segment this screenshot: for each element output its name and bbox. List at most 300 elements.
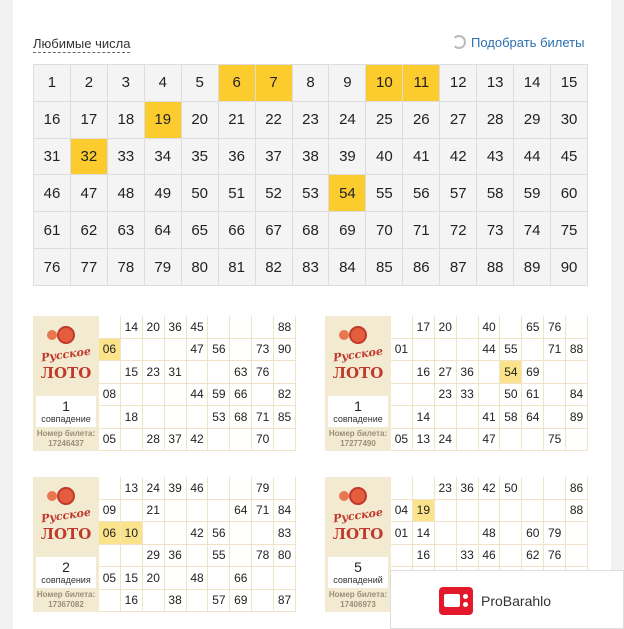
ticket-cell [187,545,209,568]
number-cell[interactable]: 38 [293,139,330,176]
ticket-row [391,316,588,339]
number-cell[interactable]: 29 [514,102,551,139]
number-cell[interactable]: 74 [514,212,551,249]
ticket-cell: 42 [479,477,501,500]
ticket-number: 17367082 [48,600,84,609]
ticket-number-label: Номер билета: [328,429,388,438]
ticket-cell: 47 [187,339,209,362]
ticket-cell: 66 [230,567,252,590]
ticket-cell [413,477,435,500]
ticket-cell [208,429,230,452]
ticket-cell [143,590,165,613]
ticket-row [391,339,588,362]
number-cell[interactable]: 80 [182,249,219,286]
ticket-cell: 16 [413,361,435,384]
ticket-cell: 37 [165,429,187,452]
ticket-cell [500,522,522,545]
matches-count: 2 [62,559,70,575]
ticket-cell [435,522,457,545]
ticket-cell [274,361,296,384]
number-cell[interactable]: 23 [293,102,330,139]
ticket-number: 17277490 [340,439,376,448]
matches-box [328,557,388,588]
number-cell[interactable]: 81 [219,249,256,286]
ticket-cell [457,429,479,452]
ticket-cell [544,477,566,500]
number-cell[interactable]: 66 [219,212,256,249]
number-cell[interactable]: 25 [366,102,403,139]
ticket-cell [566,316,588,339]
number-cell[interactable]: 56 [403,175,440,212]
ticket-number-label: Номер билета: [36,429,96,438]
number-cell[interactable]: 21 [219,102,256,139]
ticket-cell: 27 [435,361,457,384]
number-cell[interactable]: 2 [71,65,108,102]
number-cell[interactable]: 78 [108,249,145,286]
number-cell[interactable]: 7 [256,65,293,102]
ticket-cell: 84 [274,500,296,523]
ticket-cell: 42 [187,429,209,452]
ticket-cell [121,339,143,362]
number-cell[interactable]: 49 [145,175,182,212]
ticket-cell [165,384,187,407]
matches-box [328,396,388,427]
ticket-cell: 71 [252,500,274,523]
number-cell[interactable]: 88 [477,249,514,286]
ticket-row [99,522,296,545]
ticket-cell [391,545,413,568]
ticket-cell: 20 [143,316,165,339]
number-cell[interactable]: 18 [108,102,145,139]
ticket-cell [522,339,544,362]
logo-line2: ЛОТО [332,364,384,382]
logo-line2: ЛОТО [40,364,92,382]
ticket-cell [544,406,566,429]
ticket-cell [99,545,121,568]
ticket-cell: 48 [187,567,209,590]
ticket-cell [544,500,566,523]
ticket-cell: 54 [500,361,522,384]
number-cell[interactable]: 59 [514,175,551,212]
number-cell[interactable]: 52 [256,175,293,212]
logo-line1: Русское [40,344,92,365]
ticket-cell [391,384,413,407]
number-cell[interactable]: 39 [329,139,366,176]
number-cell[interactable]: 8 [293,65,330,102]
number-cell[interactable]: 30 [551,102,588,139]
number-cell[interactable]: 73 [477,212,514,249]
ticket-cell: 14 [413,522,435,545]
ticket-card[interactable] [33,316,296,451]
number-cell[interactable]: 1 [34,65,71,102]
ticket-cell [99,590,121,613]
number-cell[interactable]: 62 [71,212,108,249]
ticket-cell: 36 [457,477,479,500]
ticket-cell: 61 [522,384,544,407]
favorite-numbers-title[interactable]: Любимые числа [33,36,131,51]
ticket-cell [230,545,252,568]
ticket-row [99,339,296,362]
ticket-cell: 59 [208,384,230,407]
ticket-cell: 23 [435,384,457,407]
ticket-row [391,361,588,384]
ticket-cell: 50 [500,477,522,500]
number-cell[interactable]: 40 [366,139,403,176]
number-cell[interactable]: 6 [219,65,256,102]
ticket-cell [230,429,252,452]
number-cell[interactable]: 71 [403,212,440,249]
ticket-row [99,477,296,500]
ticket-cell [479,500,501,523]
ticket-row [391,545,588,568]
ticket-cell [230,522,252,545]
number-cell[interactable]: 9 [329,65,366,102]
logo-line2: ЛОТО [40,525,92,543]
ticket-cell [566,361,588,384]
number-cell[interactable]: 35 [182,139,219,176]
ticket-cell: 01 [391,522,413,545]
logo-line1: Русское [332,344,384,365]
number-cell[interactable]: 72 [440,212,477,249]
ticket-cell: 63 [230,361,252,384]
number-cell[interactable]: 48 [108,175,145,212]
ticket-cell: 06 [99,339,121,362]
ticket-cell: 90 [274,339,296,362]
ticket-cell: 16 [413,545,435,568]
ticket-cell: 68 [230,406,252,429]
number-cell[interactable]: 13 [477,65,514,102]
ticket-info [325,477,391,612]
ticket-cell: 53 [208,406,230,429]
ticket-cell [522,429,544,452]
ticket-cell [121,384,143,407]
ticket-grid [391,316,588,451]
ticket-cell: 10 [121,522,143,545]
ticket-cell: 20 [435,316,457,339]
number-cell[interactable]: 27 [440,102,477,139]
watermark-brand: ProBarahlo [481,593,552,609]
number-cell[interactable]: 79 [145,249,182,286]
number-cell[interactable]: 77 [71,249,108,286]
ticket-cell [165,522,187,545]
ticket-grid [99,477,296,612]
ticket-cell: 33 [457,384,479,407]
number-cell[interactable]: 55 [366,175,403,212]
matches-box [36,396,96,427]
ticket-number: 17406973 [340,600,376,609]
ticket-cell [413,339,435,362]
number-cell[interactable]: 65 [182,212,219,249]
ticket-cell [274,429,296,452]
ticket-cell: 83 [274,522,296,545]
ticket-row [391,522,588,545]
ticket-grid [99,316,296,451]
ticket-cell [391,316,413,339]
ticket-cell: 79 [544,522,566,545]
ticket-number: 17246437 [48,439,84,448]
ticket-cell: 55 [208,545,230,568]
ticket-row [99,545,296,568]
refresh-icon [452,35,466,49]
ticket-cell: 46 [479,545,501,568]
ticket-cell [274,477,296,500]
number-cell[interactable]: 44 [514,139,551,176]
ticket-cell: 42 [187,522,209,545]
number-cell[interactable]: 45 [551,139,588,176]
ticket-cell: 36 [165,545,187,568]
ticket-row [99,406,296,429]
ticket-cell: 04 [391,500,413,523]
number-cell[interactable]: 32 [71,139,108,176]
ticket-cell: 76 [544,545,566,568]
number-cell[interactable]: 70 [366,212,403,249]
ticket-cell [252,384,274,407]
ticket-cell: 20 [143,567,165,590]
number-cell[interactable]: 20 [182,102,219,139]
ticket-cell: 23 [435,477,457,500]
ticket-cell: 50 [500,384,522,407]
matches-word: совпадения [41,575,91,585]
number-cell[interactable]: 10 [366,65,403,102]
number-cell[interactable]: 42 [440,139,477,176]
number-cell[interactable]: 89 [514,249,551,286]
number-cell[interactable]: 86 [403,249,440,286]
ticket-cell: 47 [479,429,501,452]
ticket-cell: 36 [165,316,187,339]
ticket-cell: 69 [230,590,252,613]
ticket-cell: 44 [187,384,209,407]
ticket-info [33,316,99,451]
matches-count: 5 [354,559,362,575]
ticket-cell: 13 [121,477,143,500]
ticket-cell: 60 [522,522,544,545]
matches-word: совпадение [333,414,383,424]
ticket-number-label: Номер билета: [36,590,96,599]
russkoe-loto-logo [331,483,385,559]
ticket-cell [457,406,479,429]
ticket-cell: 65 [522,316,544,339]
ticket-cell [479,361,501,384]
ticket-cell: 21 [143,500,165,523]
number-cell[interactable]: 4 [145,65,182,102]
ticket-cell [435,406,457,429]
ticket-cell: 64 [230,500,252,523]
ticket-cell: 76 [252,361,274,384]
number-cell[interactable]: 85 [366,249,403,286]
number-cell[interactable]: 46 [34,175,71,212]
ticket-cell: 09 [99,500,121,523]
number-cell[interactable]: 63 [108,212,145,249]
ticket-info [33,477,99,612]
ticket-cell [165,406,187,429]
ticket-cell [230,339,252,362]
number-cell[interactable]: 54 [329,175,366,212]
ticket-cell: 17 [413,316,435,339]
matches-word: совпадение [41,414,91,424]
ticket-cell: 36 [457,361,479,384]
ticket-cell [500,429,522,452]
number-cell[interactable]: 47 [71,175,108,212]
favorite-numbers-grid [33,64,588,286]
number-cell[interactable]: 36 [219,139,256,176]
ticket-row [391,500,588,523]
number-cell[interactable]: 14 [514,65,551,102]
ticket-cell [99,316,121,339]
matches-count: 1 [354,398,362,414]
number-cell[interactable]: 24 [329,102,366,139]
number-cell[interactable]: 90 [551,249,588,286]
number-cell[interactable]: 82 [256,249,293,286]
ticket-cell [566,429,588,452]
ticket-cell [121,429,143,452]
ticket-cell [500,316,522,339]
ticket-cell: 18 [121,406,143,429]
number-cell[interactable]: 57 [440,175,477,212]
number-cell[interactable]: 87 [440,249,477,286]
ticket-cell: 40 [479,316,501,339]
ticket-cell: 38 [165,590,187,613]
ticket-number-label: Номер билета: [328,590,388,599]
ticket-cell: 46 [187,477,209,500]
ticket-cell [252,316,274,339]
ticket-cell [566,522,588,545]
ticket-cell [544,384,566,407]
ticket-cell: 24 [143,477,165,500]
number-cell[interactable]: 83 [293,249,330,286]
ticket-row [99,316,296,339]
ticket-cell [187,406,209,429]
number-cell[interactable]: 64 [145,212,182,249]
ticket-cell [187,500,209,523]
ticket-cell: 73 [252,339,274,362]
ticket-cell [208,361,230,384]
number-cell[interactable]: 41 [403,139,440,176]
ticket-row [99,500,296,523]
ticket-cell [391,477,413,500]
number-cell[interactable]: 31 [34,139,71,176]
ticket-cell [208,500,230,523]
number-cell[interactable]: 50 [182,175,219,212]
number-cell[interactable]: 67 [256,212,293,249]
ticket-cell [165,339,187,362]
ticket-cell [99,477,121,500]
number-cell[interactable]: 84 [329,249,366,286]
ticket-cell: 39 [165,477,187,500]
ticket-cell: 78 [252,545,274,568]
number-cell[interactable]: 22 [256,102,293,139]
number-cell[interactable]: 17 [71,102,108,139]
number-cell[interactable]: 11 [403,65,440,102]
logo-line1: Русское [332,505,384,526]
number-cell[interactable]: 51 [219,175,256,212]
ticket-cell: 01 [391,339,413,362]
number-cell[interactable]: 60 [551,175,588,212]
number-cell[interactable]: 15 [551,65,588,102]
ticket-cell: 75 [544,429,566,452]
number-cell[interactable]: 28 [477,102,514,139]
ticket-cell: 86 [566,477,588,500]
ticket-cell: 13 [413,429,435,452]
ticket-cell [500,500,522,523]
ticket-cell [230,316,252,339]
ticket-cell: 28 [143,429,165,452]
ticket-cell: 55 [500,339,522,362]
loto-barrel-icon [57,487,75,505]
ticket-cell [457,500,479,523]
ticket-cell [121,545,143,568]
ticket-cell: 29 [143,545,165,568]
number-cell[interactable]: 61 [34,212,71,249]
ticket-cell [566,545,588,568]
number-cell[interactable]: 58 [477,175,514,212]
matches-box [36,557,96,588]
ticket-cell: 62 [522,545,544,568]
ticket-cell [500,545,522,568]
ticket-cell: 14 [121,316,143,339]
number-cell[interactable]: 34 [145,139,182,176]
ticket-cell: 80 [274,545,296,568]
ticket-cell [187,361,209,384]
ticket-cell [143,522,165,545]
ticket-cell [522,500,544,523]
ticket-cell [435,545,457,568]
ticket-cell: 88 [566,339,588,362]
ticket-cell [252,567,274,590]
number-cell[interactable]: 75 [551,212,588,249]
number-cell[interactable]: 26 [403,102,440,139]
ticket-cell [252,522,274,545]
ticket-cell [457,339,479,362]
number-cell[interactable]: 53 [293,175,330,212]
ticket-cell: 71 [544,339,566,362]
ticket-card[interactable] [325,316,588,451]
number-cell[interactable]: 16 [34,102,71,139]
pick-tickets-link[interactable] [452,35,584,51]
pick-tickets-label: Подобрать билеты [471,35,585,50]
number-cell[interactable]: 68 [293,212,330,249]
ticket-cell [435,339,457,362]
number-cell[interactable]: 69 [329,212,366,249]
ticket-row [99,429,296,452]
ticket-card[interactable] [33,477,296,612]
ticket-cell: 23 [143,361,165,384]
ticket-cell: 64 [522,406,544,429]
ticket-cell: 56 [208,339,230,362]
number-cell[interactable]: 12 [440,65,477,102]
number-cell[interactable]: 19 [145,102,182,139]
number-cell[interactable]: 37 [256,139,293,176]
number-cell[interactable]: 5 [182,65,219,102]
number-cell[interactable]: 3 [108,65,145,102]
ticket-row [391,477,588,500]
ticket-row [391,384,588,407]
ticket-cell [143,406,165,429]
ticket-cell: 24 [435,429,457,452]
ticket-cell [230,477,252,500]
logo-line1: Русское [40,505,92,526]
russkoe-loto-logo [39,322,93,398]
ticket-cell: 88 [274,316,296,339]
ticket-cell [391,361,413,384]
matches-count: 1 [62,398,70,414]
loto-barrel-icon [349,487,367,505]
number-cell[interactable]: 33 [108,139,145,176]
ticket-cell: 05 [99,429,121,452]
number-cell[interactable]: 76 [34,249,71,286]
number-cell[interactable]: 43 [477,139,514,176]
ticket-cell [143,339,165,362]
ticket-cell [479,384,501,407]
